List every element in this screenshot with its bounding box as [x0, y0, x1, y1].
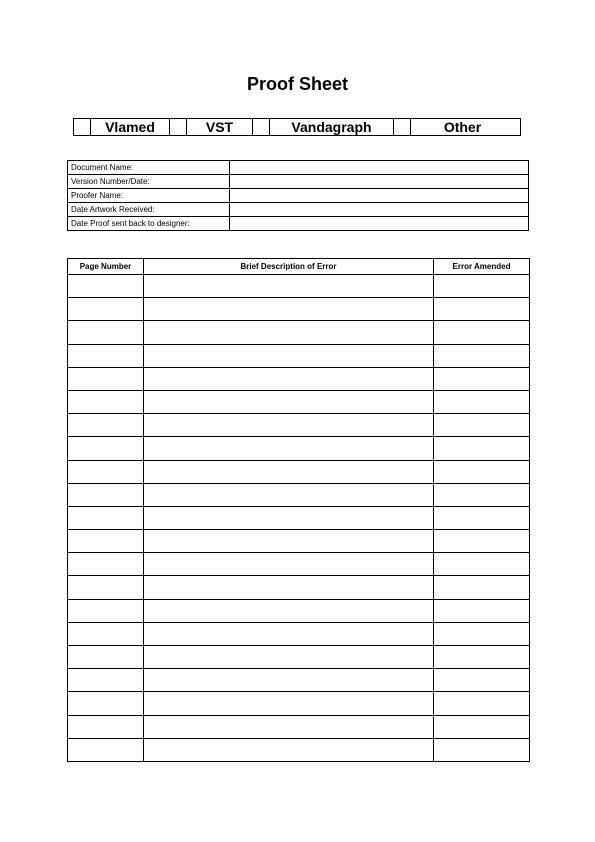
error-amended-cell[interactable] — [434, 275, 530, 298]
error-amended-cell[interactable] — [434, 344, 530, 367]
brand-checkbox-vst[interactable] — [170, 119, 187, 135]
page-number-header: Page Number — [68, 259, 144, 275]
description-cell[interactable] — [144, 646, 434, 669]
brand-selector — [73, 118, 521, 136]
description-cell[interactable] — [144, 506, 434, 529]
description-cell[interactable] — [144, 715, 434, 738]
table-row — [68, 367, 530, 390]
table-row — [68, 576, 530, 599]
version-number-field[interactable] — [230, 175, 529, 189]
description-cell[interactable] — [144, 437, 434, 460]
description-cell[interactable] — [144, 530, 434, 553]
table-row — [68, 437, 530, 460]
description-cell[interactable] — [144, 599, 434, 622]
table-row — [68, 622, 530, 645]
brand-checkbox-vlamed[interactable] — [74, 119, 91, 135]
description-header: Brief Description of Error — [144, 259, 434, 275]
error-log-body — [68, 275, 530, 762]
brand-checkbox-other[interactable] — [394, 119, 411, 135]
table-row — [68, 530, 530, 553]
info-row — [68, 175, 529, 189]
table-row — [68, 646, 530, 669]
error-amended-cell[interactable] — [434, 506, 530, 529]
table-row — [68, 321, 530, 344]
info-row — [68, 161, 529, 175]
error-amended-cell[interactable] — [434, 715, 530, 738]
error-amended-cell[interactable] — [434, 367, 530, 390]
date-received-field[interactable] — [230, 203, 529, 217]
document-info-table — [67, 160, 529, 231]
error-amended-cell[interactable] — [434, 321, 530, 344]
description-cell[interactable] — [144, 414, 434, 437]
description-cell[interactable] — [144, 460, 434, 483]
error-amended-cell[interactable] — [434, 622, 530, 645]
description-cell[interactable] — [144, 576, 434, 599]
description-cell[interactable] — [144, 275, 434, 298]
page-number-cell[interactable] — [68, 321, 144, 344]
error-amended-cell[interactable] — [434, 738, 530, 761]
page-number-cell[interactable] — [68, 390, 144, 413]
page-number-cell[interactable] — [68, 414, 144, 437]
table-row — [68, 414, 530, 437]
page-number-cell[interactable] — [68, 367, 144, 390]
page-number-cell[interactable] — [68, 622, 144, 645]
error-amended-cell[interactable] — [434, 530, 530, 553]
error-amended-cell[interactable] — [434, 669, 530, 692]
description-cell[interactable] — [144, 390, 434, 413]
page-number-cell[interactable] — [68, 599, 144, 622]
brand-label-other: Other — [443, 119, 482, 135]
proofer-name-label: Proofer Name: — [68, 189, 230, 203]
date-sent-back-label: Date Proof sent back to designer: — [68, 217, 230, 231]
page-title: Proof Sheet — [246, 74, 348, 94]
error-amended-cell[interactable] — [434, 414, 530, 437]
table-row — [68, 275, 530, 298]
table-row — [68, 692, 530, 715]
description-cell[interactable] — [144, 298, 434, 321]
document-name-field[interactable] — [230, 161, 529, 175]
page-number-cell[interactable] — [68, 506, 144, 529]
error-amended-cell[interactable] — [434, 390, 530, 413]
brand-checkbox-vandagraph[interactable] — [253, 119, 270, 135]
page-number-cell[interactable] — [68, 530, 144, 553]
page-number-cell[interactable] — [68, 646, 144, 669]
table-row — [68, 460, 530, 483]
page-number-cell[interactable] — [68, 692, 144, 715]
description-cell[interactable] — [144, 738, 434, 761]
info-row — [68, 203, 529, 217]
table-row — [68, 506, 530, 529]
table-row — [68, 390, 530, 413]
error-amended-cell[interactable] — [434, 646, 530, 669]
info-row — [68, 189, 529, 203]
page-number-cell[interactable] — [68, 715, 144, 738]
date-received-label: Date Artwork Received: — [68, 203, 230, 217]
error-amended-cell[interactable] — [434, 437, 530, 460]
error-amended-cell[interactable] — [434, 599, 530, 622]
brand-label-vst: VST — [187, 119, 253, 135]
version-number-label: Version Number/Date: — [68, 175, 230, 189]
table-row — [68, 553, 530, 576]
proofer-name-field[interactable] — [230, 189, 529, 203]
description-cell[interactable] — [144, 669, 434, 692]
error-amended-header: Error Amended — [434, 259, 530, 275]
page-number-cell[interactable] — [68, 576, 144, 599]
error-amended-cell[interactable] — [434, 692, 530, 715]
brand-label-vlamed: Vlamed — [91, 119, 170, 135]
error-amended-cell[interactable] — [434, 553, 530, 576]
table-row — [68, 483, 530, 506]
error-amended-cell[interactable] — [434, 483, 530, 506]
error-log-table — [67, 258, 530, 762]
brand-label-vandagraph: Vandagraph — [270, 119, 394, 135]
description-cell[interactable] — [144, 483, 434, 506]
date-sent-back-field[interactable] — [230, 217, 529, 231]
page-number-cell[interactable] — [68, 344, 144, 367]
page-number-cell[interactable] — [68, 275, 144, 298]
error-amended-cell[interactable] — [434, 460, 530, 483]
page-number-cell[interactable] — [68, 738, 144, 761]
description-cell[interactable] — [144, 553, 434, 576]
page-number-cell[interactable] — [68, 437, 144, 460]
page-number-cell[interactable] — [68, 483, 144, 506]
description-cell[interactable] — [144, 622, 434, 645]
table-row — [68, 344, 530, 367]
error-amended-cell[interactable] — [434, 576, 530, 599]
error-amended-cell[interactable] — [434, 298, 530, 321]
document-name-label: Document Name: — [68, 161, 230, 175]
description-cell[interactable] — [144, 692, 434, 715]
table-row — [68, 715, 530, 738]
description-cell[interactable] — [144, 321, 434, 344]
table-row — [68, 669, 530, 692]
page-number-cell[interactable] — [68, 669, 144, 692]
description-cell[interactable] — [144, 344, 434, 367]
info-row — [68, 217, 529, 231]
table-row — [68, 738, 530, 761]
table-row — [68, 599, 530, 622]
page-number-cell[interactable] — [68, 553, 144, 576]
description-cell[interactable] — [144, 367, 434, 390]
page-number-cell[interactable] — [68, 298, 144, 321]
error-log-header-row — [68, 259, 530, 275]
table-row — [68, 298, 530, 321]
page-number-cell[interactable] — [68, 460, 144, 483]
